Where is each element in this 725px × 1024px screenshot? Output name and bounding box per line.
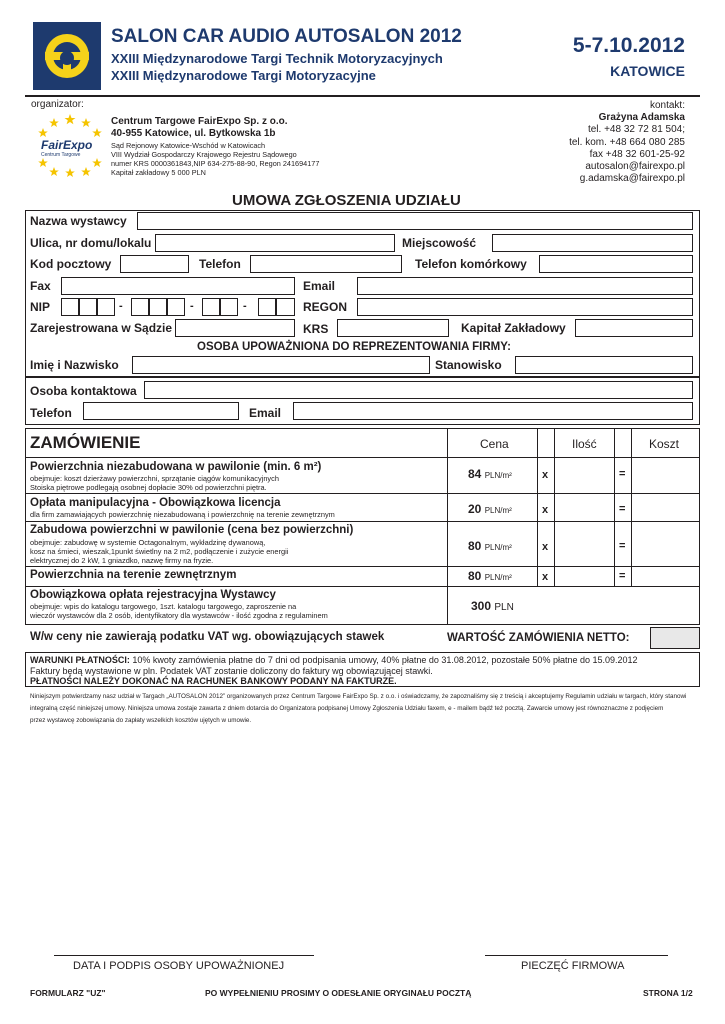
col-divider <box>537 428 538 587</box>
organizer-address: 40-955 Katowice, ul. Bytkowska 1b <box>111 128 276 139</box>
contact-tel: tel. +48 32 72 81 504; <box>587 124 685 136</box>
contact-fax: fax +48 32 601-25-92 <box>589 148 685 160</box>
organizer-label: organizator: <box>31 99 84 110</box>
net-value-label: WARTOŚĆ ZAMÓWIENIA NETTO: <box>447 632 630 644</box>
contact-email-label: Email <box>249 406 282 420</box>
event-title: SALON CAR AUDIO AUTOSALON 2012 <box>111 26 462 47</box>
organizer-capital: Kapitał zakładowy 5 000 PLN <box>111 168 206 177</box>
equals-sign: = <box>619 570 626 582</box>
times-sign: x <box>542 541 549 553</box>
postcode-label: Kod pocztowy <box>30 257 112 271</box>
qty-input[interactable] <box>555 522 614 566</box>
contact-mobile: tel. kom. +48 664 080 285 <box>569 136 685 148</box>
street-label: Ulica, nr domu/lokalu <box>30 236 152 250</box>
order-item-desc: wieczór wystawców dla 2 osób, identyfikatory dla wystawców - ilość zgodna z regulaminem <box>30 611 328 620</box>
exhibitor-name-label: Nazwa wystawcy <box>30 214 127 228</box>
phone-label: Telefon <box>199 257 241 271</box>
rep-position-input[interactable] <box>515 356 693 374</box>
mobile-input[interactable] <box>539 255 693 273</box>
event-dates: 5-7.10.2012 <box>572 34 685 57</box>
organizer-dept: VIII Wydział Gospodarczy Krajowego Rejestru Sądowego <box>111 150 297 159</box>
event-logo <box>33 22 101 90</box>
email-input[interactable] <box>357 277 693 295</box>
times-sign: x <box>542 571 549 583</box>
order-item-title: Powierzchnia na terenie zewnętrznym <box>30 569 237 581</box>
footer-form-id: FORMULARZ "UZ" <box>30 988 106 998</box>
capital-label: Kapitał Zakładowy <box>461 321 566 335</box>
payment-line-3: PŁATNOŚCI NALEŻY DOKONAĆ NA RACHUNEK BANKOWY PODANY NA FAKTURZE. <box>30 676 397 686</box>
street-input[interactable] <box>155 234 395 252</box>
vat-note: W/w ceny nie zawierają podatku VAT wg. obowiązujących stawek <box>30 631 385 643</box>
order-item-title: Powierzchnia niezabudowana w pawilonie (min. 6 m²) <box>30 461 322 473</box>
contact-person-input[interactable] <box>144 381 693 399</box>
footer-page: STRONA 1/2 <box>643 988 693 998</box>
fax-label: Fax <box>30 279 51 293</box>
fairexpo-logo-text: FairExpo <box>41 138 93 152</box>
postcode-input[interactable] <box>120 255 189 273</box>
net-value-input[interactable] <box>650 627 700 649</box>
order-item-desc: kosz na śmieci, wieszak,1punkt świetlny na 2 m2, podłączenie i zużycie energii <box>30 547 289 556</box>
court-input[interactable] <box>175 319 295 337</box>
order-item-desc: elektrycznej do 2 kW, 1 gniazdko, nazwę firmy na fryzie. <box>30 556 214 565</box>
equals-sign: = <box>619 468 626 480</box>
krs-input[interactable] <box>337 319 449 337</box>
equals-sign: = <box>619 540 626 552</box>
contact-email-input[interactable] <box>293 402 693 420</box>
fax-input[interactable] <box>61 277 295 295</box>
footer-instruction: PO WYPEŁNIENIU PROSIMY O ODESŁANIE ORYGINAŁU POCZTĄ <box>205 988 472 998</box>
city-label: Miejscowość <box>402 236 477 250</box>
signature-label-right: PIECZĘĆ FIRMOWA <box>521 960 625 972</box>
event-subtitle-1: XXIII Międzynarodowe Targi Technik Motoryzacyjnych <box>111 51 443 66</box>
contact-block <box>569 100 685 185</box>
header-divider <box>25 95 700 97</box>
equals-sign: = <box>619 503 626 515</box>
times-sign: x <box>542 469 549 481</box>
contact-email-1[interactable]: autosalon@fairexpo.pl <box>585 161 685 173</box>
regon-input[interactable] <box>357 298 693 316</box>
cost-input[interactable] <box>632 522 699 566</box>
order-item-price: 300 PLN <box>471 599 514 613</box>
nip-input[interactable] <box>61 298 295 316</box>
court-label: Zarejestrowana w Sądzie <box>30 321 173 335</box>
fairexpo-logo <box>35 112 105 178</box>
rep-position-label: Stanowisko <box>435 358 502 372</box>
contact-name: Grażyna Adamska <box>598 112 685 124</box>
payment-line-1: WARUNKI PŁATNOŚCI: 10% kwoty zamówienia płatne do 7 dni od podpisania umowy, 40% płatne do 31.08.2012, pozostałe 50% płatne do 15.09.2012 <box>30 655 638 665</box>
order-item-price: 80 PLN/m² <box>468 569 512 583</box>
organizer-name: Centrum Targowe FairExpo Sp. z o.o. <box>111 116 288 127</box>
representative-header: OSOBA UPOWAŻNIONA DO REPREZENTOWANIA FIRMY: <box>197 341 511 353</box>
contact-label: kontakt: <box>649 100 685 111</box>
contact-phone-input[interactable] <box>83 402 239 420</box>
nip-dash-1: - <box>119 300 123 312</box>
order-item-desc: dla firm zamawiających powierzchnię niezabudowaną i powierzchnię na terenie zewnętrznym <box>30 510 335 519</box>
city-input[interactable] <box>492 234 693 252</box>
order-item-title: Zabudowa powierzchni w pawilonie (cena bez powierzchni) <box>30 524 354 536</box>
signature-line-left <box>54 955 314 956</box>
qty-input[interactable] <box>555 567 614 586</box>
phone-input[interactable] <box>250 255 402 273</box>
order-item-desc: Stoiska piętrowe podlegają osobnej dopłacie 30% od powierzchni piętra. <box>30 483 267 492</box>
nip-dash-2: - <box>190 300 194 312</box>
legal-line-2: integralną część niniejszej umowy. Niniejsza umowa zostaje zawarta z dniem dotarcia do Organizatora podpisanej Umowy Zgłoszenia Udziału faxem, e - mailem bądź też pocztą. Zawarcie umowy jest równoznaczne z podjęciem <box>30 705 664 712</box>
contact-phone-label: Telefon <box>30 406 72 420</box>
email-label: Email <box>303 279 336 293</box>
row-divider <box>25 586 700 587</box>
qty-input[interactable] <box>555 458 614 493</box>
order-item-title: Obowiązkowa opłata rejestracyjna Wystawcy <box>30 589 276 601</box>
order-item-desc: obejmuje: zabudowę w systemie Octagonalnym, wykładzinę dywanową, <box>30 538 266 547</box>
exhibitor-name-input[interactable] <box>137 212 693 230</box>
rep-name-label: Imię i Nazwisko <box>30 358 119 372</box>
order-col-price: Cena <box>480 437 509 451</box>
nip-label: NIP <box>30 300 51 314</box>
signature-label-left: DATA I PODPIS OSOBY UPOWAŻNIONEJ <box>73 960 285 972</box>
form-title: UMOWA ZGŁOSZENIA UDZIAŁU <box>232 192 461 209</box>
steering-wheel-icon <box>33 22 101 90</box>
cost-input[interactable] <box>632 458 699 493</box>
order-item-price: 84 PLN/m² <box>468 467 512 481</box>
cost-input[interactable] <box>632 567 699 586</box>
nip-dash-3: - <box>243 300 247 312</box>
payment-line-2: Faktury będą wystawione w pln. Podatek VAT zostanie doliczony do faktury wg obowiązującej stawki. <box>30 666 433 676</box>
legal-line-1: Niniejszym potwierdzamy nasz udział w Targach „AUTOSALON 2012” organizowanych przez Centrum Targowe FairExpo Sp. z o.o. i oświadczamy, że zapoznaliśmy się z treścią i akceptujemy Regulamin udziału w targach, który stanowi <box>30 693 687 700</box>
mobile-label: Telefon komórkowy <box>415 257 527 271</box>
fairexpo-logo-sub: Centrum Targowe <box>41 152 81 158</box>
signature-line-right <box>485 955 668 956</box>
qty-input[interactable] <box>555 494 614 521</box>
order-item-desc: obejmuje: koszt dzierżawy powierzchni, sprzątanie ciągów komunikacyjnych <box>30 474 279 483</box>
order-item-desc: obejmuje: wpis do katalogu targowego, 1szt. katalogu targowego, zaproszenie na <box>30 602 297 611</box>
cost-input[interactable] <box>632 494 699 521</box>
order-col-qty: Ilość <box>572 437 597 451</box>
event-city: KATOWICE <box>610 63 685 79</box>
order-item-price: 20 PLN/m² <box>468 502 512 516</box>
krs-label: KRS <box>303 322 329 336</box>
organizer-court: Sąd Rejonowy Katowice-Wschód w Katowicach <box>111 141 266 150</box>
order-col-cost: Koszt <box>649 437 680 451</box>
capital-input[interactable] <box>575 319 693 337</box>
contact-person-label: Osoba kontaktowa <box>30 384 137 398</box>
contact-email-2[interactable]: g.adamska@fairexpo.pl <box>579 173 685 185</box>
order-item-price: 80 PLN/m² <box>468 539 512 553</box>
rep-name-input[interactable] <box>132 356 430 374</box>
event-subtitle-2: XXIII Międzynarodowe Targi Motoryzacyjne <box>111 68 376 83</box>
times-sign: x <box>542 504 549 516</box>
regon-label: REGON <box>303 300 348 314</box>
order-item-title: Opłata manipulacyjna - Obowiązkowa licencja <box>30 497 281 509</box>
col-divider <box>614 428 615 587</box>
organizer-numbers: numer KRS 0000361843,NIP 634-275-88-90, Regon 241694177 <box>111 159 320 168</box>
legal-line-3: przez wystawcę zobowiązania do zapłaty wszelkich kosztów ujętych w umowie. <box>30 717 252 724</box>
order-title: ZAMÓWIENIE <box>30 433 141 452</box>
